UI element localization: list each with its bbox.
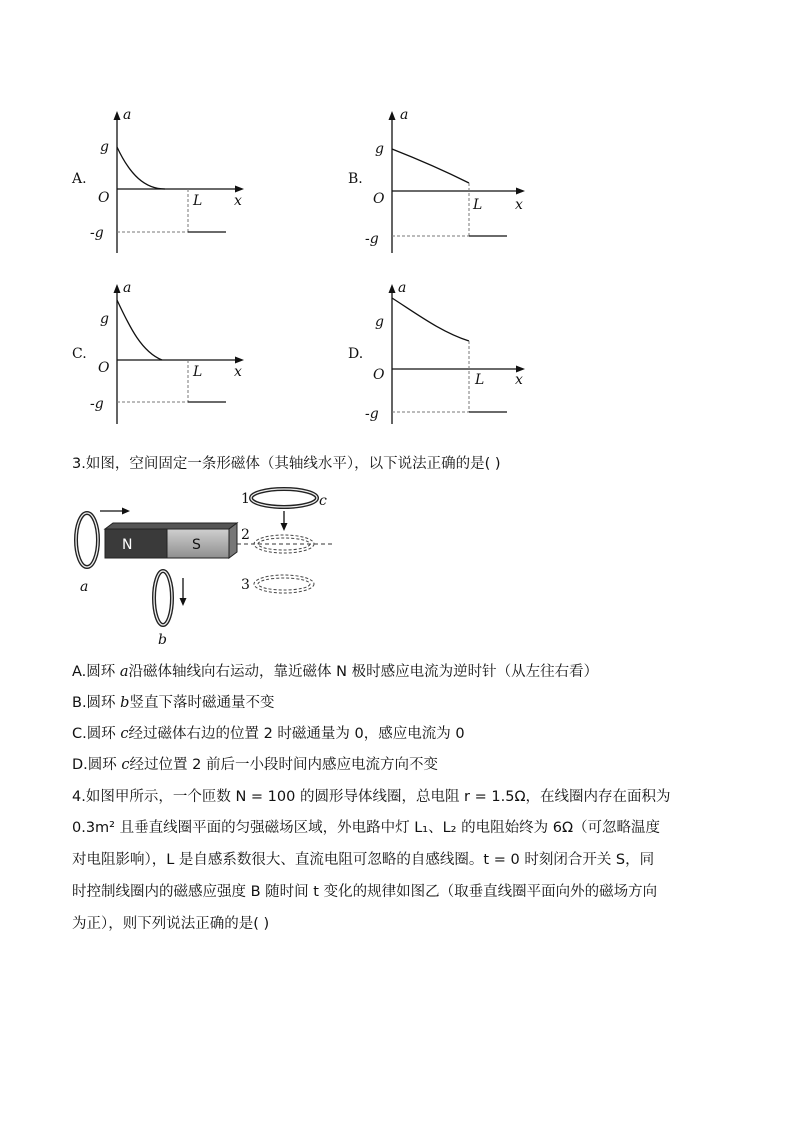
ring-c-arrowhead [281,523,288,531]
option-variable: a [119,664,129,680]
option-variable: b [120,695,130,711]
neg-g-label: -g [365,231,379,247]
q3-option-b [72,691,274,712]
option-prefix: C.圆环 [72,726,121,742]
x-axis-label: x [234,193,242,209]
x-axis-label: x [234,364,242,380]
magnet-n-label: N [122,537,133,553]
option-text: 经过磁体右边的位置 2 时磁通量为 0，感应电流为 0 [128,726,465,742]
ring-b-arrowhead [180,598,187,606]
ring-c-position-3 [254,575,314,593]
magnet-top-face [105,523,237,529]
ring-a [76,513,98,567]
position-1-label: 1 [241,491,250,507]
accel-curve [392,298,469,341]
option-label-b: B. [348,171,363,187]
option-prefix: B.圆环 [72,695,121,711]
g-label: g [375,141,384,157]
q4-line-2: 0.3m² 且垂直线圈平面的匀强磁场区域，外电路中灯 L₁、L₂ 的电阻始终为 6Ω（可忽略温度 [72,820,661,836]
option-variable: c [121,757,130,773]
option-text: 竖直下落时磁通量不变 [129,695,275,711]
origin-label: O [98,190,110,206]
graph-a [90,105,250,255]
accel-curve [117,147,165,189]
ring-a-arrowhead [122,508,130,515]
q3-option-a [72,660,598,681]
graph-c [90,278,250,428]
origin-label: O [373,191,385,207]
ring-c-position-2 [254,535,314,553]
neg-g-label: -g [90,396,104,412]
l-label: L [193,193,203,209]
x-axis-arrow [235,186,244,193]
y-axis-arrow [114,111,121,120]
graph-b [365,105,535,255]
neg-g-label: -g [90,225,104,241]
x-axis-arrow [516,188,525,195]
y-axis-label: a [123,280,132,296]
ring-b [154,571,172,625]
graph-d [365,278,535,428]
q4-line-5: 为正），则下列说法正确的是( ) [72,916,270,932]
g-label: g [100,311,109,327]
x-axis-label: x [515,197,523,213]
option-text: 经过位置 2 前后一小段时间内感应电流方向不变 [129,757,438,773]
ring-c-label: c [319,493,327,509]
y-axis-arrow [389,284,396,293]
neg-g-label: -g [365,406,379,422]
option-variable: c [120,726,129,742]
origin-label: O [98,360,110,376]
q3-magnet-figure [70,478,340,650]
option-label-c: C. [72,346,87,362]
q4-line-3: 对电阻影响），L 是自感系数很大、直流电阻可忽略的自感线圈。t = 0 时刻闭合开关 S，同 [72,852,655,868]
q3-option-c [72,722,465,743]
position-2-label: 2 [241,527,250,543]
magnet-s-label: S [192,537,201,553]
position-3-label: 3 [241,577,250,593]
y-axis-label: a [398,280,407,296]
g-label: g [375,314,384,330]
ring-b-label: b [158,632,167,648]
q4-line-4: 时控制线圈内的磁感应强度 B 随时间 t 变化的规律如图乙（取垂直线圈平面向外的磁场方向 [72,884,658,900]
option-label-d: D. [348,346,364,362]
g-label: g [100,139,109,155]
y-axis-label: a [400,107,409,123]
option-prefix: D.圆环 [72,757,122,773]
y-axis-arrow [114,284,121,293]
y-axis-arrow [389,111,396,120]
accel-curve [392,149,469,183]
magnet-side-face [229,523,237,558]
ring-a-label: a [80,579,89,595]
l-label: L [473,197,483,213]
origin-label: O [373,367,385,383]
y-axis-label: a [123,107,132,123]
x-axis-arrow [235,357,244,364]
q4-line-1: 4.如图甲所示，一个匝数 N = 100 的圆形导体线圈，总电阻 r = 1.5Ω，在线圈内存在面积为 [72,789,671,805]
l-label: L [193,364,203,380]
l-label: L [475,372,485,388]
accel-curve [117,300,162,360]
option-text: 沿磁体轴线向右运动，靠近磁体 N 极时感应电流为逆时针（从左往右看） [128,664,599,680]
magnet-n-pole [105,529,167,558]
q3-stem: 3.如图，空间固定一条形磁体（其轴线水平），以下说法正确的是( ) [72,456,501,472]
q3-option-d [72,753,438,774]
option-prefix: A.圆环 [72,664,120,680]
x-axis-label: x [515,372,523,388]
option-label-a: A. [72,171,87,187]
ring-c-position-1 [251,489,317,507]
